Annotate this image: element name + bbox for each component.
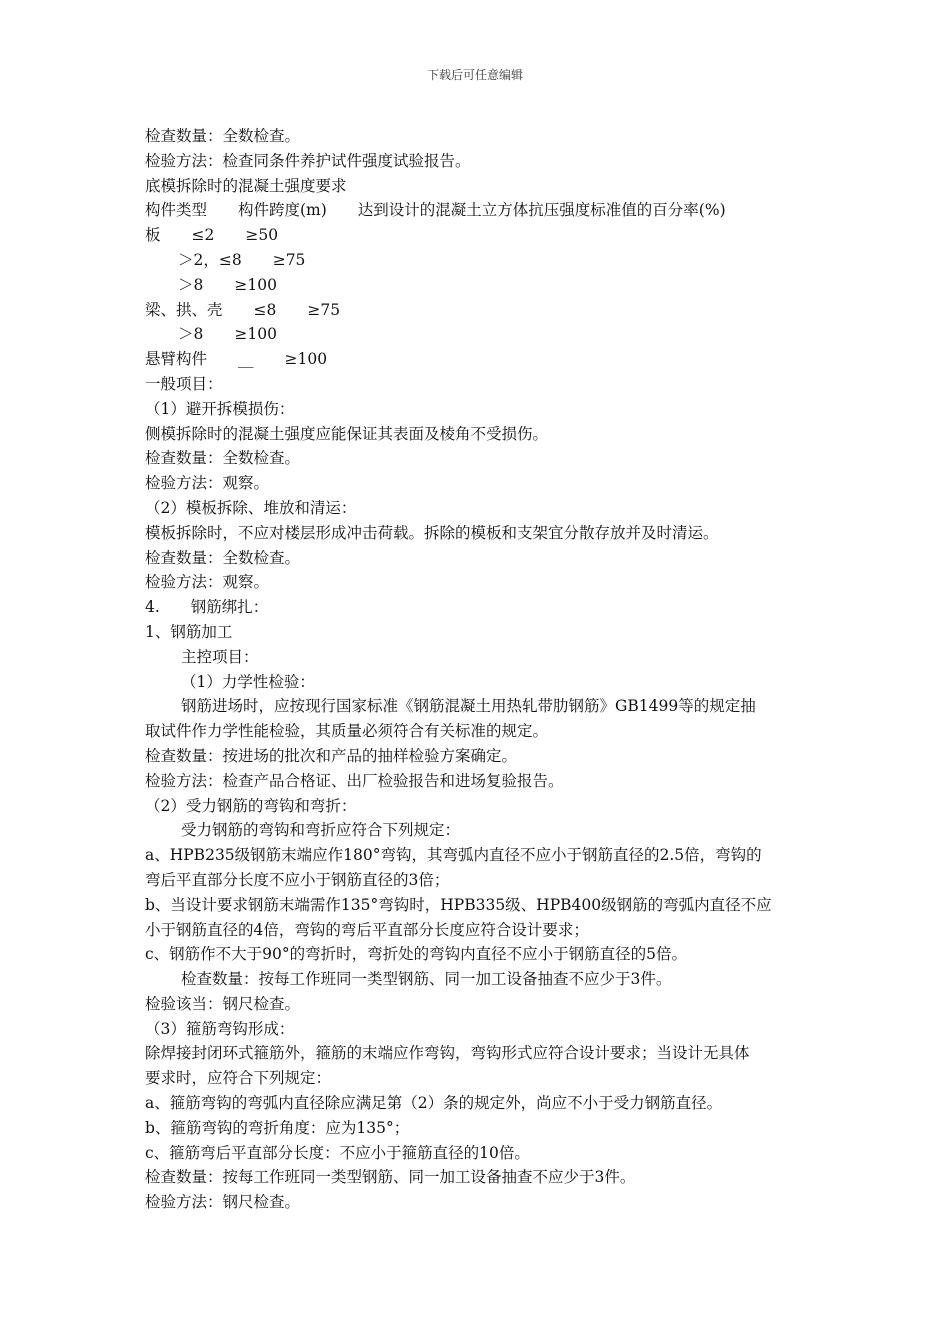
text-line: 检验方法：观察。 [145, 573, 270, 592]
text-line: 构件类型 构件跨度(m) 达到设计的混凝土立方体抗压强度标准值的百分率(%) [145, 201, 726, 220]
text-line: 一般项目： [145, 374, 223, 393]
page-header: 下载后可任意编辑 [426, 68, 523, 82]
text-line: 弯后平直部分长度不应小于钢筋直径的3倍； [145, 870, 450, 889]
text-line: 悬臂构件 __ ≥100 [145, 350, 328, 369]
text-line: 检查数量：全数检查。 [145, 548, 301, 567]
text-line: 检查数量：按每工作班同一类型钢筋、同一加工设备抽查不应少于3件。 [181, 970, 672, 989]
text-line: 模板拆除时，不应对楼层形成冲击荷载。拆除的模板和支架宜分散存放并及时清运。 [145, 523, 719, 542]
text-line: 检验方法：观察。 [145, 474, 270, 493]
text-line: 梁、拱、壳 ≤8 ≥75 [145, 300, 341, 319]
text-line: 检查数量：按每工作班同一类型钢筋、同一加工设备抽查不应少于3件。 [145, 1168, 636, 1187]
text-line: c、钢筋作不大于90°的弯折时，弯折处的弯钩内直径不应小于钢筋直径的5倍。 [145, 945, 688, 964]
text-line: 4. 钢筋绑扎： [145, 598, 269, 617]
text-line: （2）受力钢筋的弯钩和弯折： [145, 796, 357, 815]
text-line: a、HPB235级钢筋末端应作180°弯钩，其弯弧内直径不应小于钢筋直径的2.5倍，弯钩的 [145, 846, 762, 865]
text-line: c、箍筋弯后平直部分长度：不应小于箍筋直径的10倍。 [145, 1143, 530, 1162]
text-line: b、箍筋弯钩的弯折角度：应为135°； [145, 1118, 410, 1137]
text-line: 检验方法：检查产品合格证、出厂检验报告和进场复验报告。 [145, 771, 564, 790]
text-line: 钢筋进场时，应按现行国家标准《钢筋混凝土用热轧带肋钢筋》GB1499等的规定抽 [181, 697, 756, 716]
text-line: 检查数量：全数检查。 [145, 449, 301, 468]
text-line: 板 ≤2 ≥50 [145, 226, 279, 245]
text-line: 侧模拆除时的混凝土强度应能保证其表面及棱角不受损伤。 [145, 424, 549, 443]
text-line: （1）避开拆模损伤： [145, 399, 295, 418]
text-line: a、箍筋弯钩的弯弧内直径除应满足第（2）条的规定外，尚应不小于受力钢筋直径。 [145, 1094, 723, 1113]
text-line: 检查数量：按进场的批次和产品的抽样检验方案确定。 [145, 746, 518, 765]
text-line: （3）箍筋弯钩形成： [145, 1019, 295, 1038]
text-line: 受力钢筋的弯钩和弯折应符合下列规定： [181, 821, 461, 840]
text-line: ＞8 ≥100 [178, 275, 277, 294]
document-body [145, 124, 813, 1215]
text-line: 检查数量：全数检查。 [145, 127, 301, 145]
text-line: （2）模板拆除、堆放和清运： [145, 498, 357, 517]
text-line: 除焊接封闭环式箍筋外，箍筋的末端应作弯钩，弯钩形式应符合设计要求；当设计无具体 [145, 1044, 750, 1063]
text-line: （1）力学性检验： [181, 672, 315, 691]
text-line: 底模拆除时的混凝土强度要求 [145, 176, 347, 195]
text-line: ＞8 ≥100 [178, 325, 277, 344]
text-line: 检验该当：钢尺检查。 [145, 994, 301, 1013]
text-line: 1、钢筋加工 [145, 622, 233, 641]
text-line: 检验方法：钢尺检查。 [145, 1193, 301, 1212]
text-line: 小于钢筋直径的4倍，弯钩的弯后平直部分长度应符合设计要求； [145, 920, 589, 939]
text-line: 取试件作力学性能检验，其质量必须符合有关标准的规定。 [145, 722, 549, 741]
text-line: b、当设计要求钢筋末端需作135°弯钩时，HPB335级、HPB400级钢筋的弯弧内直径不应 [145, 895, 772, 914]
text-line: 检验方法：检查同条件养护试件强度试验报告。 [145, 151, 471, 170]
text-line: ＞2，≤8 ≥75 [178, 250, 306, 269]
text-line: 要求时，应符合下列规定： [145, 1069, 332, 1088]
text-line: 主控项目： [181, 647, 259, 666]
